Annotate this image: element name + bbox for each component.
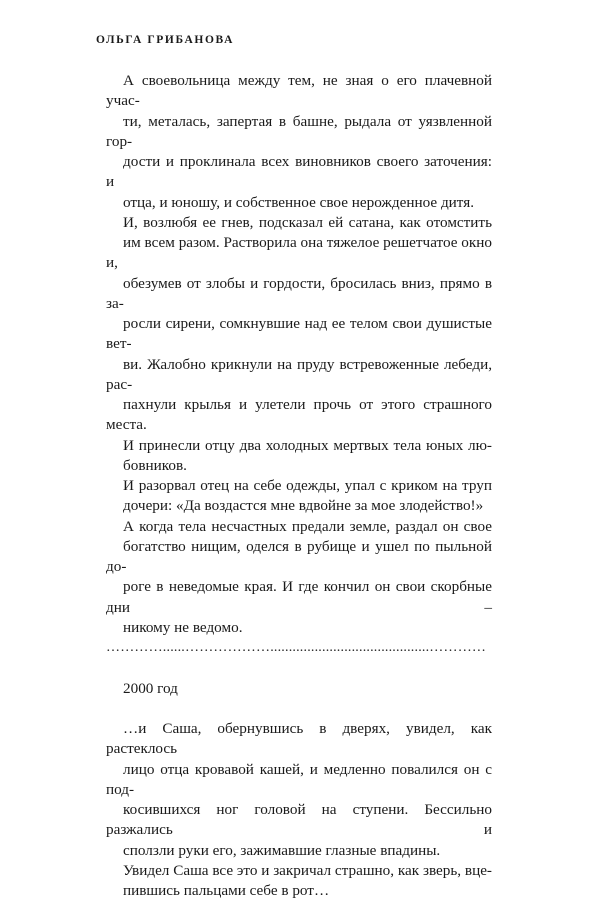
text-line: Увидел Саша все это и закричал страшно, как зверь, вце-: [123, 861, 492, 879]
paragraph: [106, 436, 492, 477]
text-line: И принесли отцу два холодных мертвых тела юных лю-: [123, 436, 492, 454]
text-line: росли сирени, сомкнувшие над ее телом свои душистые вет-: [106, 315, 492, 353]
text-line: роге в неведомые края. И где кончил он свои скорбные дни –: [106, 578, 492, 616]
text-line: им всем разом. Растворила она тяжелое решетчатое окно и,: [106, 234, 492, 272]
text-line: отца, и юношу, и собственное свое нерожденное дитя.: [123, 193, 475, 211]
text-line: А когда тела несчастных предали земле, раздал он свое: [123, 517, 492, 535]
text-line: лицо отца кровавой кашей, и медленно повалился он с под-: [106, 760, 492, 798]
blank-line: [106, 658, 492, 678]
text-line: …и Саша, обернувшись в дверях, увидел, как растеклось: [106, 720, 492, 758]
section-separator: …………......………………...........................................…………: [106, 640, 487, 655]
blank-line: [106, 699, 492, 719]
text-line: обезумев от злобы и гордости, бросилась вниз, прямо в за-: [106, 274, 492, 312]
text-line: дости и проклинала всех виновников своего заточения: и: [106, 153, 492, 191]
text-line: бовников.: [123, 456, 187, 474]
running-header-author: ОЛЬГА ГРИБАНОВА: [96, 34, 234, 46]
text-line: А своевольница между тем, не зная о его плачевной учас-: [106, 72, 492, 110]
paragraph: [106, 213, 492, 436]
text-line: пившись пальцами себе в рот…: [123, 882, 330, 899]
paragraph: [106, 517, 492, 639]
text-line: И разорвал отец на себе одежды, упал с криком на труп: [123, 477, 492, 494]
page-body: [106, 71, 492, 901]
paragraph: [106, 861, 492, 901]
text-line: никому не ведомо.: [123, 618, 243, 636]
chapter-year-heading: 2000 год: [123, 679, 178, 697]
paragraph: [106, 71, 492, 213]
story-section-part2: [106, 719, 492, 901]
text-line: богатство нищим, оделся в рубище и ушел по пыльной до-: [106, 537, 492, 575]
text-line: сползли руки его, зажимавшие глазные впадины.: [123, 841, 441, 859]
paragraph: [106, 476, 492, 517]
text-line: дочери: «Да воздастся мне вдвойне за мое злодейство!»: [123, 497, 484, 515]
text-line: ви. Жалобно крикнули на пруду встревоженные лебеди, рас-: [106, 355, 492, 393]
text-line: И, возлюбя ее гнев, подсказал ей сатана, как отомстить: [123, 213, 492, 231]
text-line: ти, металась, запертая в башне, рыдала от уязвленной гор-: [106, 112, 492, 150]
text-line: пахнули крылья и улетели прочь от этого страшного места.: [106, 396, 492, 434]
paragraph: [106, 719, 492, 861]
text-line: косившихся ног головой на ступени. Бессильно разжались и: [106, 801, 492, 839]
story-section-part1: [106, 71, 492, 638]
